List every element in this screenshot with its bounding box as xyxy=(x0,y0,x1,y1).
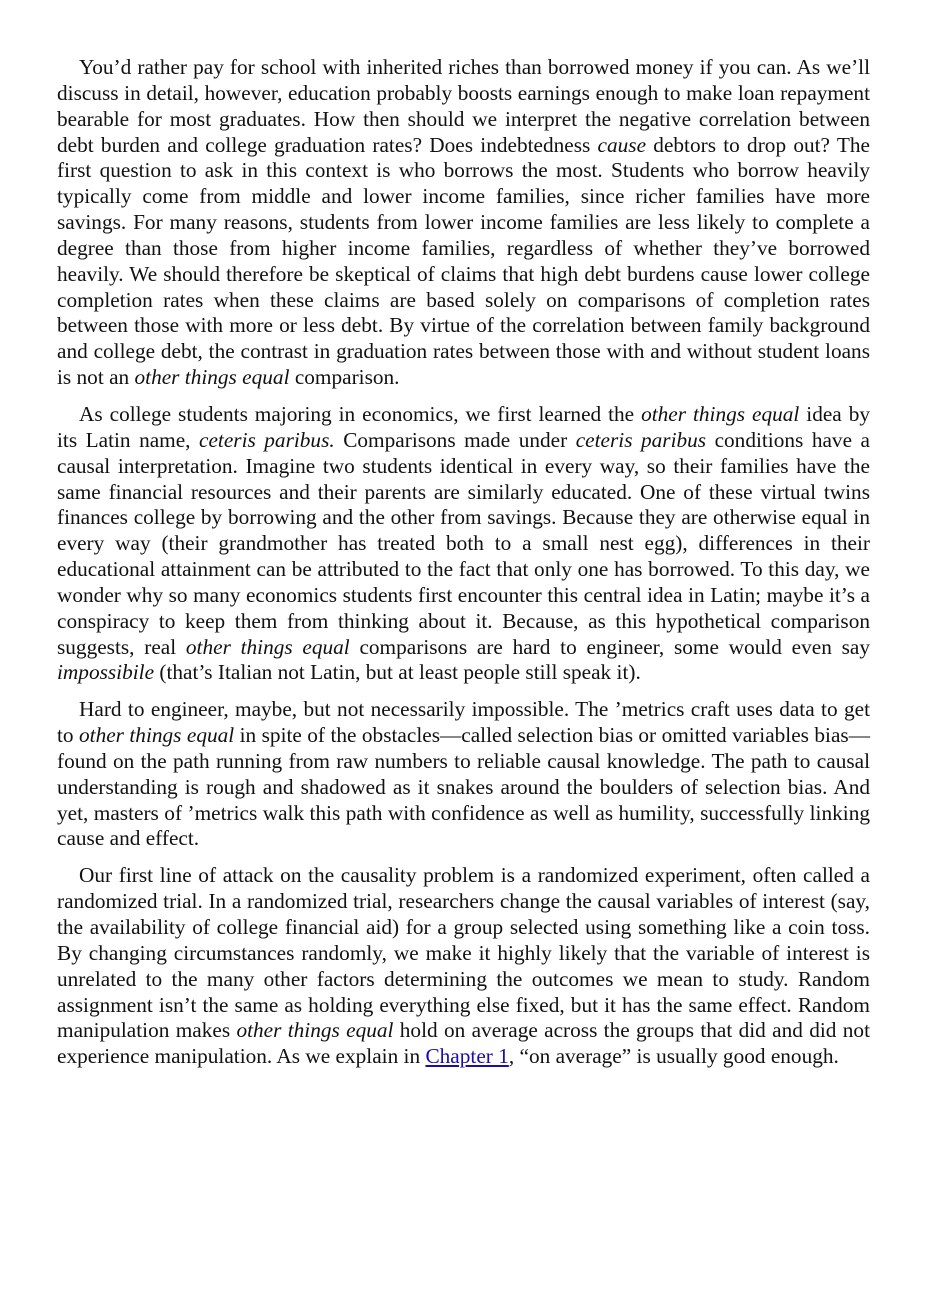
text-run: Hard to engineer, maybe, but not necessarily impossible. The ’metrics craft uses data to get to xyxy=(57,697,870,748)
text-run: conditions have a causal interpretation. Imagine two students identical in every way, so their families have the same financial resources and their parents are similarly educated. One of these virtual twins finances college by borrowing and the other from savings. Because they are otherwise equal in every way (their grandmother has treated both to a small nest egg), differences in their educational attainment can be attributed to the fact that only one has borrowed. To this day, we wonder why so many economics students first encounter this central idea in Latin; maybe it’s a conspiracy to keep them from thinking about it. Because, as this hypothetical comparison suggests, real xyxy=(57,427,870,659)
document-page xyxy=(57,55,870,1081)
text-run: in spite of the obstacles—called selection bias or omitted variables bias—found on the path running from raw numbers to reliable causal knowledge. The path to causal understanding is rough and shadowed as it snakes around the boulders of selection bias. And yet, masters of ’metrics walk this path with confidence as well as humility, successfully linking cause and effect. xyxy=(57,723,870,851)
paragraph-1 xyxy=(57,55,870,391)
text-run: (that’s Italian not Latin, but at least people still speak it). xyxy=(154,660,641,685)
text-run: Our first line of attack on the causality problem is a randomized experiment, often called a randomized trial. In a randomized trial, researchers change the causal variables of interest (say, the availability of college financial aid) for a group selected using something like a coin toss. By changing circumstances randomly, we make it highly likely that the variable of interest is unrelated to the many other factors determining the outcomes we mean to study. Random assignment isn’t the same as holding everything else fixed, but it has the same effect. Random manipulation makes xyxy=(57,863,870,1043)
italic-phrase: impossibile xyxy=(57,660,155,685)
text-run: idea by its Latin name, xyxy=(57,401,870,452)
text-run: Comparisons made under xyxy=(334,427,576,452)
italic-phrase: other things equal xyxy=(134,365,290,390)
italic-phrase: cause xyxy=(597,132,647,157)
text-run: As college students majoring in economics, we first learned the xyxy=(79,401,642,426)
italic-phrase: other things equal xyxy=(185,634,350,659)
text-run: hold on average across the groups that did and did not experience manipulation. As we explain in xyxy=(57,1018,870,1069)
italic-phrase: ceteris paribus xyxy=(575,427,707,452)
italic-phrase: other things equal xyxy=(641,401,800,426)
chapter-link[interactable]: Chapter 1 xyxy=(425,1044,509,1069)
text-run: comparison. xyxy=(289,365,400,390)
italic-phrase: other things equal xyxy=(79,723,235,748)
text-run: comparisons are hard to engineer, some would even say xyxy=(349,634,870,659)
italic-phrase: ceteris paribus. xyxy=(199,427,335,452)
text-run: You’d rather pay for school with inherited riches than borrowed money if you can. As we’ll discuss in detail, however, education probably boosts earnings enough to make loan repayment bearable for most graduates. How then should we interpret the negative correlation between debt burden and college graduation rates? Does indebtedness xyxy=(57,55,870,157)
italic-phrase: other things equal xyxy=(236,1018,394,1043)
paragraph-4 xyxy=(57,863,870,1070)
text-run: debtors to drop out? The first question to ask in this context is who borrows the most. Students who borrow heavily typically come from middle and lower income families, since richer families have more savings. For many reasons, students from lower income families are less likely to complete a degree than those from higher income families, regardless of whether they’ve borrowed heavily. We should therefore be skeptical of claims that high debt burdens cause lower college completion rates when these claims are based solely on comparisons of completion rates between those with more or less debt. By virtue of the correlation between family background and college debt, the contrast in graduation rates between those with and without student loans is not an xyxy=(57,132,870,390)
paragraph-2 xyxy=(57,402,870,686)
text-run: , “on average” is usually good enough. xyxy=(508,1044,839,1069)
paragraph-3 xyxy=(57,697,870,852)
